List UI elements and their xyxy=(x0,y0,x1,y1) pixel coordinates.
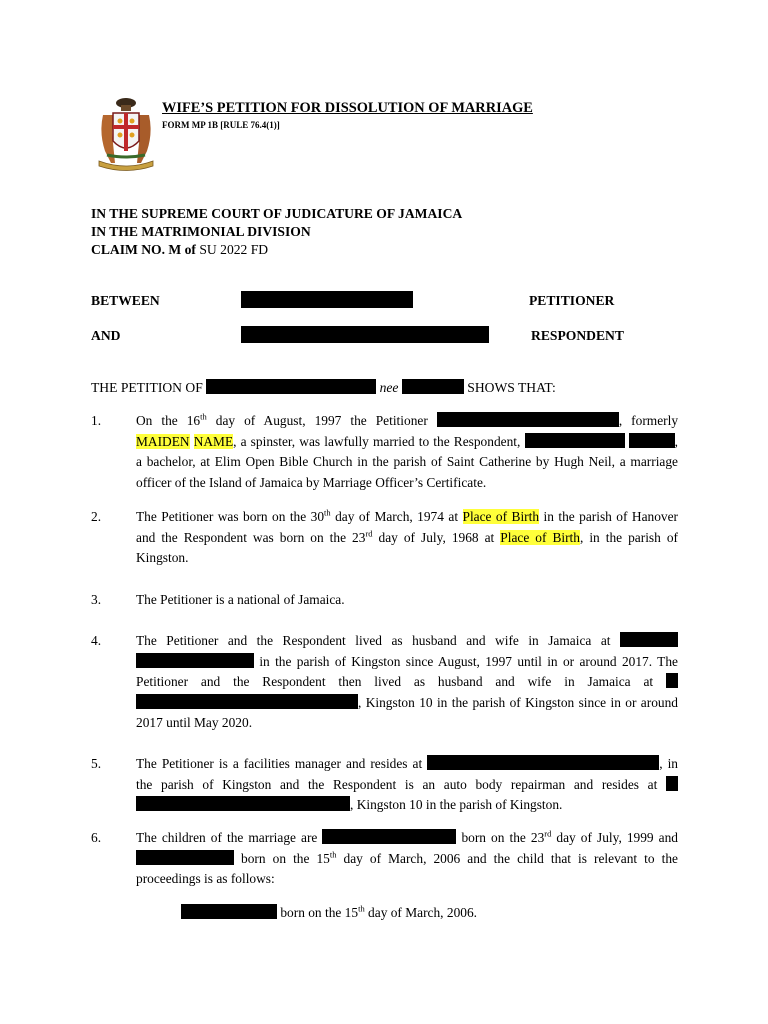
p6-text-d: born on the 15 xyxy=(234,850,330,866)
paragraph-5 xyxy=(136,754,678,816)
form-title: WIFE’S PETITION FOR DISSOLUTION OF MARRIAGE xyxy=(162,100,533,116)
paragraph-number: 4. xyxy=(91,633,102,648)
redaction xyxy=(620,632,678,647)
paragraph-number: 1. xyxy=(91,413,102,428)
between-label: BETWEEN xyxy=(91,293,160,308)
place-of-birth-highlight: Place of Birth xyxy=(500,529,580,545)
redaction xyxy=(437,412,619,427)
redaction xyxy=(181,904,277,919)
respondent-label: RESPONDENT xyxy=(531,328,624,343)
p5-text-a: The Petitioner is a facilities manager and resides at xyxy=(136,756,423,771)
p1-text-c: , formerly xyxy=(618,413,679,428)
p6-text-a: The children of the marriage are xyxy=(136,830,318,845)
p4-text-a: The Petitioner and the Respondent lived as husband and wife in Jamaica at xyxy=(136,633,611,648)
p6-sup: th xyxy=(329,849,337,860)
p5-text-b: , in the parish of Kingston and the Respondent is an auto body repairman and resides at xyxy=(136,756,678,792)
p2-text-b: day of March, 1974 at xyxy=(330,509,459,524)
p2-sup: th xyxy=(324,507,331,518)
redaction xyxy=(136,694,358,709)
paragraph-number: 5. xyxy=(91,756,102,771)
p6-sup: rd xyxy=(544,828,552,839)
court-line-1: IN THE SUPREME COURT OF JUDICATURE OF JAMAICA xyxy=(91,206,463,221)
p5-text-c: , Kingston 10 in the parish of Kingston. xyxy=(350,797,563,813)
p2-sup: rd xyxy=(365,528,373,539)
redaction xyxy=(427,755,659,770)
p2-text-d: day of July, 1968 at xyxy=(372,529,495,545)
child-sup: th xyxy=(358,903,365,914)
p1-text-e: , a bachelor, at Elim Open Bible Church in the parish of Saint Catherine by Hugh Neil, a marriage officer of the Island of Jamaica by Marriage Officer’s Certificate. xyxy=(136,433,678,490)
petitioner-name-redaction xyxy=(241,291,413,308)
court-line-2: IN THE MATRIMONIAL DIVISION xyxy=(91,224,311,239)
redaction xyxy=(402,379,464,394)
p6-text-b: born on the 23 xyxy=(456,830,545,845)
paragraph-1 xyxy=(136,411,678,493)
p2-text-e: , in the parish of Kingston. xyxy=(136,529,678,566)
p6-text-e: day of March, 2006 and the child that is relevant to the proceedings is as follows: xyxy=(136,850,678,887)
petition-intro xyxy=(91,379,556,397)
p2-text-c: in the parish of Hanover and the Respondent was born on the 23 xyxy=(136,509,679,545)
redaction xyxy=(136,653,254,668)
p6-text-c: day of July, 1999 and xyxy=(551,830,678,845)
p2-text-a: The Petitioner was born on the 30 xyxy=(136,509,325,524)
place-of-birth-highlight: Place of Birth xyxy=(462,509,540,524)
jamaica-coat-of-arms-icon xyxy=(91,93,161,173)
redaction xyxy=(206,379,376,394)
name-highlight: NAME xyxy=(193,433,234,449)
paragraph-6 xyxy=(136,828,678,890)
intro-prefix: THE PETITION OF xyxy=(91,380,203,395)
redaction xyxy=(322,829,456,844)
redaction xyxy=(525,433,625,448)
relevant-child xyxy=(181,903,477,924)
claim-prefix: CLAIM NO. M of xyxy=(91,242,196,257)
paragraph-4 xyxy=(136,631,678,734)
claim-suffix: SU 2022 FD xyxy=(199,242,269,257)
maiden-highlight: MAIDEN xyxy=(136,433,190,449)
p4-text-b: in the parish of Kingston since August, 1997 until in or around 2017. The Petitioner and the Respondent then lived as husband and wife in Jamaica at xyxy=(136,653,678,690)
redaction xyxy=(666,673,678,688)
respondent-name-redaction xyxy=(241,326,489,343)
p1-text-a: On the 16 xyxy=(136,413,201,428)
redaction xyxy=(136,850,234,865)
form-reference: FORM MP 1B [RULE 76.4(1)] xyxy=(162,120,280,130)
p1-text-b: day of August, 1997 the Petitioner xyxy=(206,413,428,428)
and-label: AND xyxy=(91,328,121,343)
p1-text-d: , a spinster, was lawfully married to the Respondent, xyxy=(233,433,521,449)
child-text-b: day of March, 2006. xyxy=(364,905,478,920)
intro-nee: nee xyxy=(379,380,399,395)
redaction xyxy=(136,796,350,811)
claim-number xyxy=(91,241,268,259)
petitioner-label: PETITIONER xyxy=(529,293,615,308)
child-text-a: born on the 15 xyxy=(277,905,359,920)
paragraph-number: 6. xyxy=(91,830,102,845)
paragraph-number: 2. xyxy=(91,509,102,524)
p1-sup: th xyxy=(200,411,207,422)
intro-suffix: SHOWS THAT: xyxy=(467,380,556,395)
redaction xyxy=(666,776,678,791)
redaction xyxy=(629,433,675,448)
p4-text-c: , Kingston 10 in the parish of Kingston since in or around 2017 until May 2020. xyxy=(136,694,678,731)
paragraph-3: The Petitioner is a national of Jamaica. xyxy=(136,592,345,607)
paragraph-number: 3. xyxy=(91,592,102,607)
paragraph-2 xyxy=(136,507,678,569)
